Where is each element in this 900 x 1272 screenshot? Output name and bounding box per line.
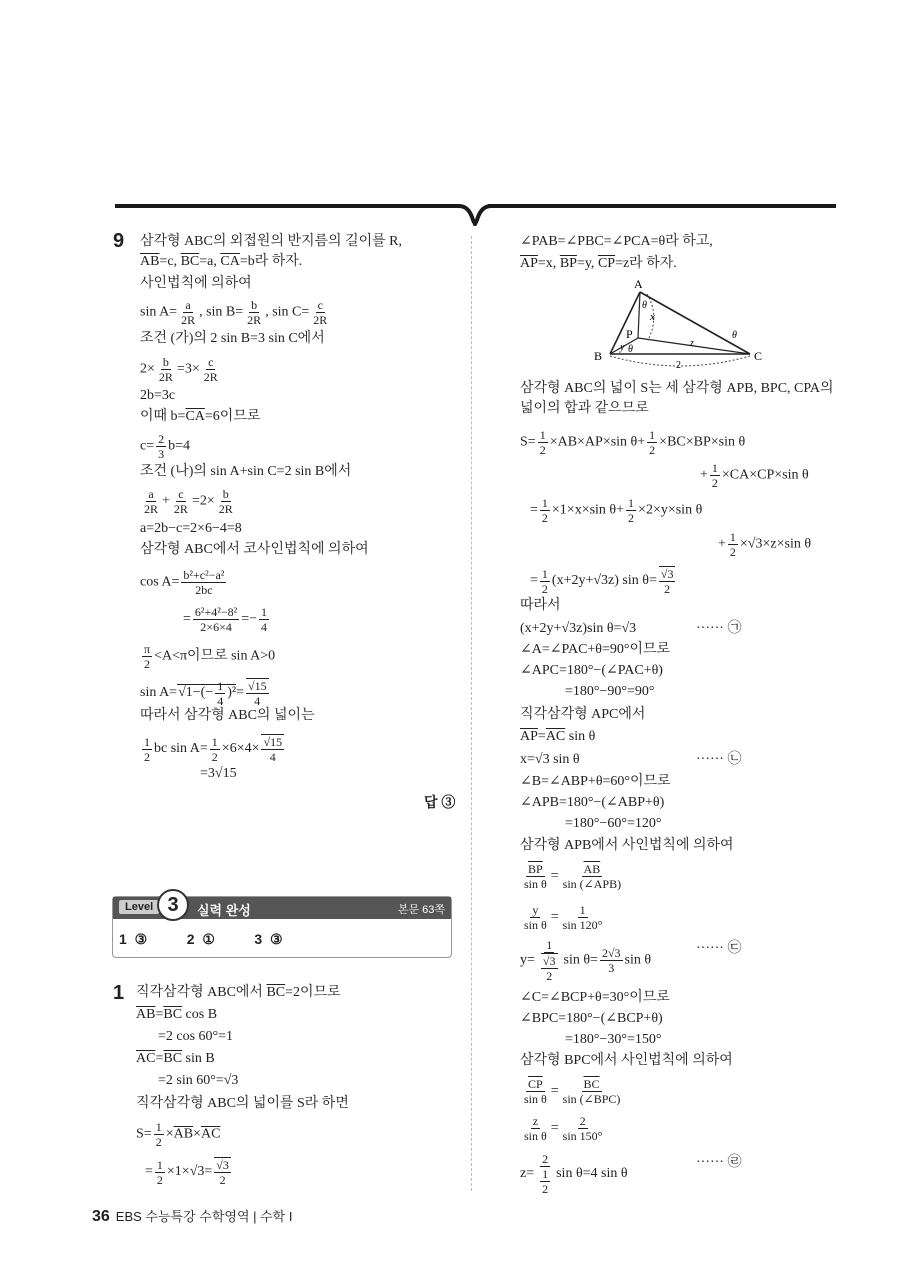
text-line: 조건 (가)의 2 sin B=3 sin C에서 xyxy=(140,331,325,346)
equation-marker: ······ ㉢ xyxy=(696,941,742,956)
equation-marker: ······ ㉣ xyxy=(696,1155,742,1170)
level-box xyxy=(112,896,452,958)
text-line: 넓이의 합과 같으므로 xyxy=(520,401,649,416)
text-line: ∠PAB=∠PBC=∠PCA=θ라 하고, xyxy=(520,234,713,249)
formula-sine-law: sin A= $\frac{a}{2R}$ , sin B= $\frac{b}{2R}$ , sin C= $\frac{c}{2R}$ xyxy=(140,298,328,327)
formula: y= 1 √ $\frac{3}{2}$ sin θ= $\frac{2√3}{3}$ sin θ xyxy=(520,938,651,983)
formula: + $\frac{1}{2}$ ×CA×CP×sin θ xyxy=(700,461,809,490)
formula: ∠APB=180°−(∠ABP+θ) xyxy=(520,795,665,810)
page-number: 36 xyxy=(92,1208,110,1225)
formula: = $\frac{1}{2}$ ×1×√3= √ $\frac{3}{2}$ xyxy=(145,1157,233,1187)
header-notch xyxy=(455,198,495,226)
formula: $\overline{AB}=\overline{BC}$ cos B xyxy=(136,1007,218,1022)
angle-theta: θ xyxy=(642,300,647,311)
level-title: 실력 완성 xyxy=(197,903,251,918)
answer-item: 3 ③ xyxy=(254,931,283,947)
formula: a=2b−c=2×6−4=8 xyxy=(140,521,242,536)
footer-text: EBS 수능특강 수학영역 | 수학 I xyxy=(115,1209,293,1224)
formula: = $\frac{1}{2}$ (x+2y+√3z) sin θ= √ $\frac{3}{2}$ xyxy=(530,566,677,596)
text-line: 직각삼각형 ABC에서 $\overline{BC}=2$이므로 xyxy=(136,985,341,1000)
triangle-figure xyxy=(590,276,770,372)
formula: =3√15 xyxy=(200,766,237,781)
formula: $\overline{AC}=\overline{BC}$ sin B xyxy=(136,1051,215,1066)
formula: 2b=3c xyxy=(140,388,176,403)
equation-marker: ······ ㉡ xyxy=(696,752,742,767)
text-line: $\overline{AP}=x$, $\overline{BP}=y$, $\overline{CP}=z$라 하자. xyxy=(520,256,677,271)
text-line: 직각삼각형 ABC의 넓이를 S라 하면 xyxy=(136,1096,349,1111)
text-line: 삼각형 APB에서 사인법칙에 의하여 xyxy=(520,838,734,853)
text-line: 삼각형 ABC의 외접원의 반지름의 길이를 R, xyxy=(140,234,402,249)
text-line: 사인법칙에 의하여 xyxy=(140,276,252,291)
formula: =2 cos 60°=1 xyxy=(158,1029,234,1044)
formula: $\frac{z}{\text{sin θ}}$ = $\frac{2}{\sin 150^\circ}$ xyxy=(524,1114,603,1143)
formula-cosine: cos A= $\frac{\text{b²+c²−a²}}{2bc}$ xyxy=(140,568,225,597)
formula: S= $\frac{1}{2}$ $\times\overline{AB}\times\overline{AC}$ xyxy=(136,1120,221,1149)
label-two: 2 xyxy=(676,360,681,371)
formula: ∠C=∠BCP+θ=30°이므로 xyxy=(520,990,670,1005)
formula: =180°−90°=90° xyxy=(565,684,655,699)
formula: + $\frac{1}{2}$ ×√3×z×sin θ xyxy=(718,530,812,559)
text-line: $\overline{AB}=c$, $\overline{BC}=a$, $\overline{CA}=b$라 하자. xyxy=(140,254,303,269)
formula: $\frac{\overline{CP}}{\text{sin θ}}$ = $\frac{\overline{BC}}{\text{sin (∠BPC)}}$ xyxy=(524,1077,621,1106)
page-footer xyxy=(92,1206,292,1226)
text-line: 따라서 삼각형 ABC의 넓이는 xyxy=(140,708,315,723)
label-y: y xyxy=(620,342,625,353)
answer-item: 1 ③ xyxy=(119,931,148,947)
formula: S= $\frac{1}{2}$ ×AB×AP×sin θ+ $\frac{1}{2}$ ×BC×BP×sin θ xyxy=(520,428,746,457)
text-line: 이때 $b=\overline{CA}=6$이므로 xyxy=(140,409,261,424)
formula: ∠APC=180°−(∠PAC+θ) xyxy=(520,663,663,678)
point-P: P xyxy=(626,327,633,341)
label-z: z xyxy=(690,338,694,349)
formula: $\frac{\overline{BP}}{\text{sin θ}}$ = $\frac{\overline{AB}}{\text{sin (∠APB)}}$ xyxy=(524,862,622,891)
angle-theta: θ xyxy=(732,330,737,341)
problem-number: 1 xyxy=(113,982,125,1004)
formula: (x+2y+√3z)sin θ=√3 xyxy=(520,621,637,636)
text-line: 삼각형 ABC에서 코사인법칙에 의하여 xyxy=(140,542,369,557)
formula: 2× $\frac{b}{2R}$ =3× $\frac{c}{2R}$ xyxy=(140,355,218,384)
label-x: x xyxy=(650,311,655,323)
text-line: 직각삼각형 APC에서 xyxy=(520,707,646,722)
formula: $\frac{y}{\text{sin θ}}$ = $\frac{1}{\sin 120^\circ}$ xyxy=(524,903,603,932)
formula: ∠B=∠ABP+θ=60°이므로 xyxy=(520,774,671,789)
header-rule-right xyxy=(488,204,836,208)
formula: sin A= √ 1−(− $\frac{1}{4}$ )²= √ $\frac{15}{4}$ xyxy=(140,678,271,708)
text-line: 삼각형 BPC에서 사인법칙에 의하여 xyxy=(520,1053,733,1068)
formula: $\overline{AP}=\overline{AC}$ sin θ xyxy=(520,729,596,744)
formula: ∠A=∠PAC+θ=90°이므로 xyxy=(520,642,671,657)
vertex-B: B xyxy=(594,349,603,363)
formula: ∠BPC=180°−(∠BCP+θ) xyxy=(520,1011,663,1026)
answer-mark: 답 ③ xyxy=(424,794,456,810)
text-line: 삼각형 ABC의 넓이 S는 세 삼각형 APB, BPC, CPA의 xyxy=(520,381,834,396)
level-number: 3 xyxy=(157,889,189,921)
level-ref: 본문 63쪽 xyxy=(397,904,445,916)
level-tag: Level xyxy=(119,900,159,914)
text-line: 조건 (나)의 sin A+sin C=2 sin B에서 xyxy=(140,464,352,479)
formula: c= $\frac{2}{3}$ b=4 xyxy=(140,432,191,461)
text-line: 따라서 xyxy=(520,598,561,613)
formula: $\frac{\pi}{2}$ <A<π이므로 sin A>0 xyxy=(144,642,276,671)
problem-number: 9 xyxy=(113,230,125,252)
formula: =180°−30°=150° xyxy=(565,1032,662,1047)
column-divider xyxy=(471,236,472,1191)
header-rule-left xyxy=(115,204,460,208)
formula: x=√3 sin θ xyxy=(520,752,580,767)
equation-marker: ······ ㉠ xyxy=(696,621,742,636)
vertex-A: A xyxy=(634,277,643,291)
formula: =2 sin 60°=√3 xyxy=(158,1073,239,1088)
formula: = $\frac{1}{2}$ ×1×x×sin θ+ $\frac{1}{2}$ ×2×y×sin θ xyxy=(530,496,703,525)
vertex-C: C xyxy=(754,349,763,363)
formula: = $\frac{\text{6²+4²−8²}}{2\times 6\times 4}$ =− $\frac{1}{4}$ xyxy=(183,605,268,634)
answer-item: 2 ① xyxy=(186,931,215,947)
formula: =180°−60°=120° xyxy=(565,816,662,831)
formula: $\frac{a}{2R}$ + $\frac{c}{2R}$ =2× $\frac{b}{2R}$ xyxy=(144,487,233,516)
angle-theta: θ xyxy=(628,344,633,355)
formula: z= $\frac{2}{\frac{1}{2}}$ sin θ=4 sin θ xyxy=(520,1152,628,1196)
formula: $\frac{1}{2}$ bc sin A= $\frac{1}{2}$ ×6×4× √ $\frac{15}{4}$ xyxy=(140,734,286,764)
answer-list xyxy=(119,931,283,948)
